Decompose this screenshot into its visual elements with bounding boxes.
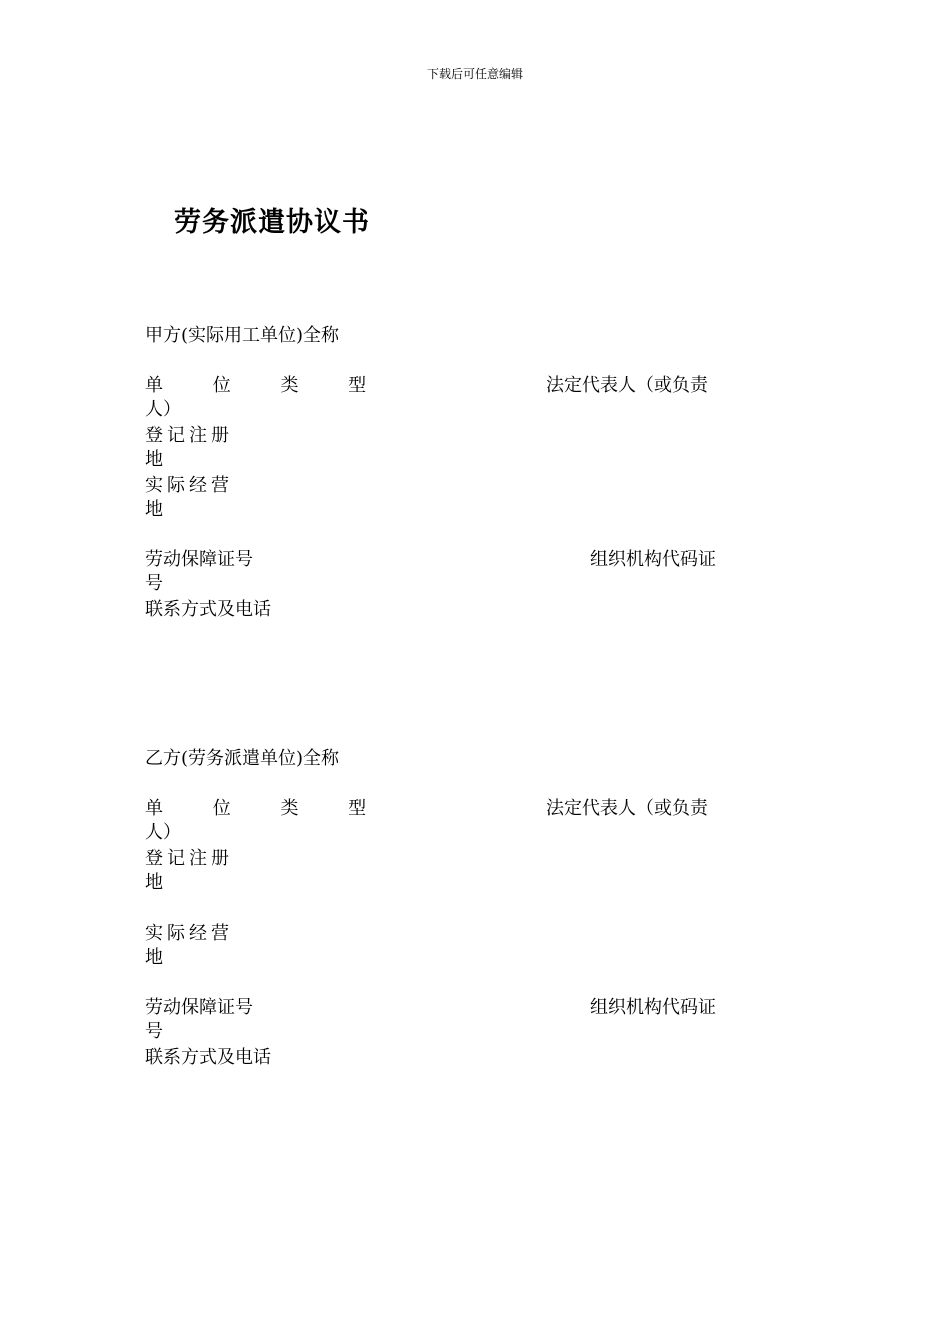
- party-b-reg-addr-label: 登记注册: [145, 848, 233, 869]
- party-b-org-code-label-cont: 号: [145, 1021, 163, 1042]
- document-title: 劳务派遣协议书: [174, 207, 370, 238]
- party-a-op-addr-label: 实际经营: [145, 475, 233, 496]
- party-b-org-code-label: 组织机构代码证: [590, 997, 716, 1018]
- party-a-reg-addr-label: 登记注册: [145, 425, 233, 446]
- party-b-reg-addr-label-cont: 地: [145, 872, 163, 893]
- party-a-legal-rep-label-cont: 人）: [145, 399, 181, 420]
- party-a-legal-rep-label: 法定代表人（或负责: [546, 375, 708, 396]
- party-a-labor-cert-label: 劳动保障证号: [145, 549, 253, 570]
- party-b-legal-rep-label-cont: 人）: [145, 822, 181, 843]
- party-a-contact-label: 联系方式及电话: [145, 599, 271, 620]
- party-a-op-addr-label-cont: 地: [145, 499, 163, 520]
- party-b-op-addr-label: 实际经营: [145, 923, 233, 944]
- party-a-org-code-label-cont: 号: [145, 573, 163, 594]
- party-b-full-name-label: 乙方(劳务派遣单位)全称: [145, 748, 340, 769]
- party-a-reg-addr-label-cont: 地: [145, 449, 163, 470]
- header-note: 下载后可任意编辑: [426, 67, 523, 81]
- party-b-unit-type-label: 单 位 类 型: [145, 798, 389, 819]
- party-b-labor-cert-label: 劳动保障证号: [145, 997, 253, 1018]
- party-a-org-code-label: 组织机构代码证: [590, 549, 716, 570]
- party-a-unit-type-label: 单 位 类 型: [145, 375, 389, 396]
- party-b-legal-rep-label: 法定代表人（或负责: [546, 798, 708, 819]
- party-b-op-addr-label-cont: 地: [145, 947, 163, 968]
- party-b-contact-label: 联系方式及电话: [145, 1047, 271, 1068]
- party-a-full-name-label: 甲方(实际用工单位)全称: [145, 325, 340, 346]
